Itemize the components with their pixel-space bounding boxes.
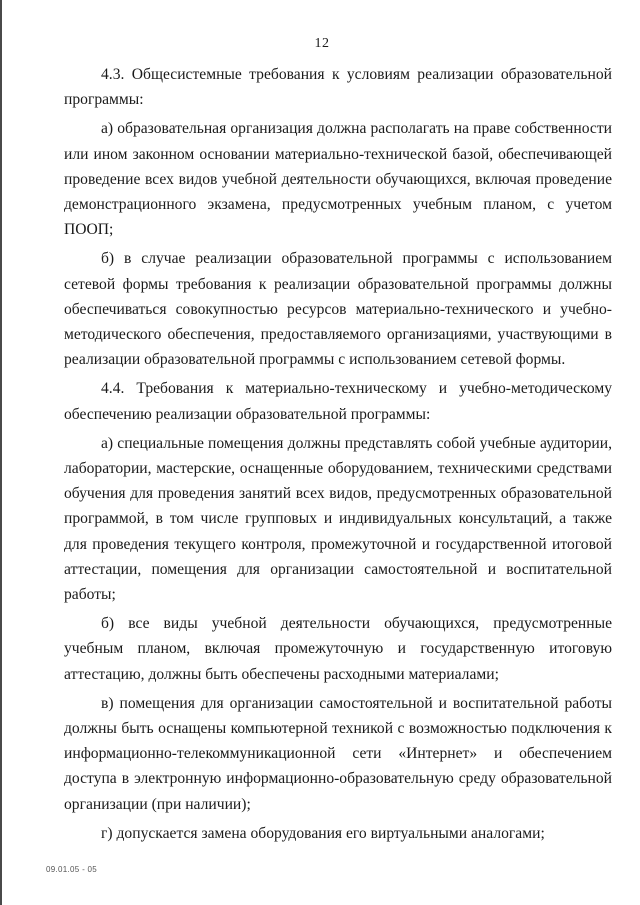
document-body bbox=[64, 62, 612, 846]
page-number: 12 bbox=[314, 36, 330, 51]
section-4-4-heading: 4.4. Требования к материально-техническому и учебно-методическому обеспечению реализации образовательной программы: bbox=[64, 380, 612, 423]
paragraph-4-4-g: г) допускается замена оборудования его виртуальными аналогами; bbox=[101, 824, 545, 842]
footer-document-code: 09.01.05 - 05 bbox=[46, 865, 98, 874]
section-4-3-heading: 4.3. Общесистемные требования к условиям реализации образовательной программы: bbox=[64, 66, 612, 109]
paragraph-4-4-v: в) помещения для организации самостоятельной и воспитательной работы должны быть оснащены компьютерной техникой с возможностью подключения к информационно-телекоммуникационной сети «Интернет» и обеспечением доступа в электронную информационно-образовательную среду образовательной организации (при наличии); bbox=[64, 694, 612, 813]
paragraph-4-4-a: а) специальные помещения должны представлять собой учебные аудитории, лаборатории, мастерские, оснащенные оборудованием, техническими средствами обучения для проведения занятий всех видов, предусмотренных образовательной программой, в том числе групповых и индивидуальных консультаций, а также для проведения текущего контроля, промежуточной и государственной итоговой аттестации, помещения для организации самостоятельной и воспитательной работы; bbox=[64, 434, 612, 604]
paragraph-4-3-b: б) в случае реализации образовательной программы с использованием сетевой формы требования к реализации образовательной программы должны обеспечиваться совокупностью ресурсов материально-технического и учебно-методического обеспечения, предоставляемого организациями, участвующими в реализации образовательной программы с использованием сетевой формы. bbox=[64, 250, 612, 369]
paragraph-4-4-b: б) все виды учебной деятельности обучающихся, предусмотренные учебным планом, включая промежуточную и государственную итоговую аттестацию, должны быть обеспечены расходными материалами; bbox=[64, 615, 612, 683]
paragraph-4-3-a: а) образовательная организация должна располагать на праве собственности или ином законном основании материально-технической базой, обеспечивающей проведение всех видов учебной деятельности обучающихся, включая проведение демонстрационного экзамена, предусмотренных учебным планом, с учетом ПООП; bbox=[64, 120, 612, 239]
